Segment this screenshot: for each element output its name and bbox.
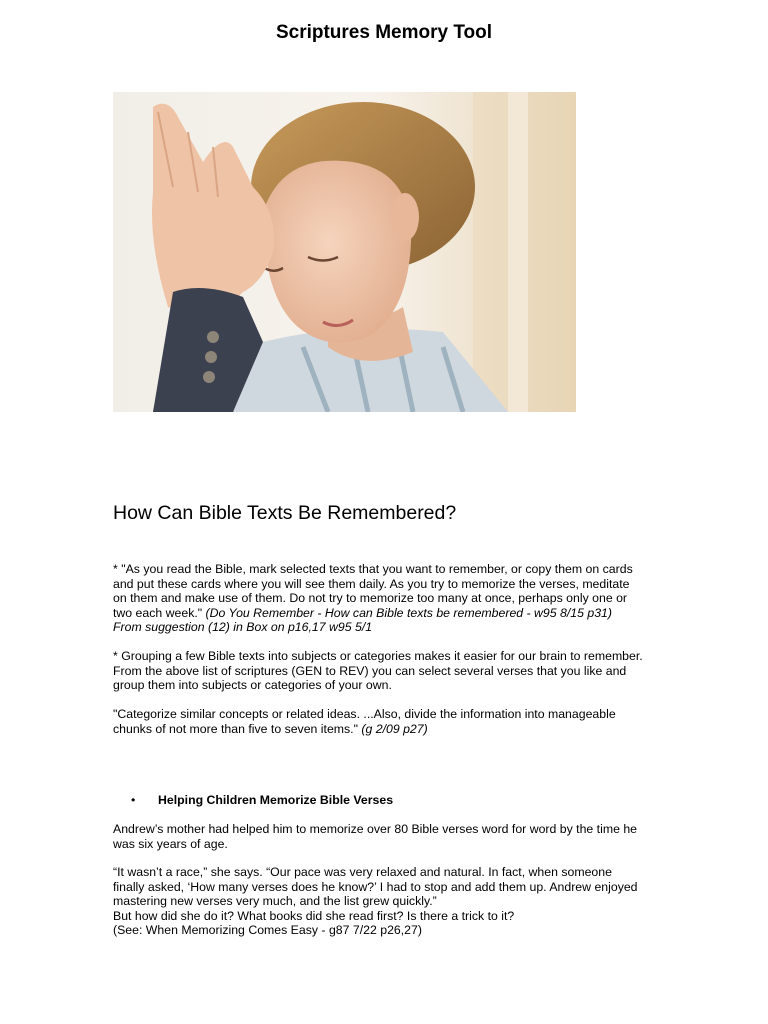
text-line: finally asked, ‘How many verses does he know?’ I had to stop and add them up. Andrew enjoyed (113, 879, 638, 894)
section-heading: How Can Bible Texts Be Remembered? (113, 502, 457, 524)
citation: (Do You Remember - How can Bible texts be remembered - w95 8/15 p31) (205, 605, 612, 620)
text-line: (See: When Memorizing Comes Easy - g87 7/22 p26,27) (113, 923, 422, 938)
text-line: on them and make use of them. Do not try to memorize too many at once, perhaps only one or (113, 591, 628, 606)
text-line: group them into subjects or categories of your own. (113, 678, 392, 693)
text-line: Andrew’s mother had helped him to memorize over 80 Bible verses word for word by the time he (113, 822, 638, 836)
woman-photo (113, 92, 576, 412)
text-line: mastering new verses very much, and the list grew quickly.” (113, 894, 437, 909)
text-line (113, 606, 673, 621)
text-line: “It wasn’t a race,” she says. “Our pace was very relaxed and natural. In fact, when someone (113, 865, 612, 879)
text-line: "Categorize similar concepts or related ideas. ...Also, divide the information into manageable (113, 707, 616, 721)
paragraph-andrew (113, 822, 673, 851)
paragraph-quote (113, 865, 673, 938)
text-line: From the above list of scriptures (GEN to REV) you can select several verses that you like and (113, 663, 627, 678)
paragraph-grouping (113, 649, 673, 693)
bullet-marker: • (131, 793, 136, 807)
citation: (g 2/09 p27) (361, 721, 428, 736)
text-line: But how did she do it? What books did she read first? Is there a trick to it? (113, 908, 515, 923)
text-line: * "As you read the Bible, mark selected texts that you want to remember, or copy them on cards (113, 562, 633, 576)
paragraph-categorize (113, 707, 673, 736)
bullet-label: Helping Children Memorize Bible Verses (158, 793, 394, 807)
text-line: * Grouping a few Bible texts into subjects or categories makes it easier for our brain to remember. (113, 649, 643, 663)
paragraph-mark-texts (113, 562, 673, 635)
citation: From suggestion (12) in Box on p16,17 w95 5/1 (113, 620, 373, 635)
bullet-item (131, 793, 393, 807)
text-plain: chunks of not more than five to seven items." (113, 721, 362, 736)
text-plain: two each week." (113, 605, 206, 620)
text-line: was six years of age. (113, 836, 228, 851)
document-title: Scriptures Memory Tool (275, 22, 493, 43)
text-line: and put these cards where you will see them daily. As you try to memorize the verses, meditate (113, 576, 630, 591)
text-line (113, 620, 673, 635)
text-line (113, 722, 673, 737)
